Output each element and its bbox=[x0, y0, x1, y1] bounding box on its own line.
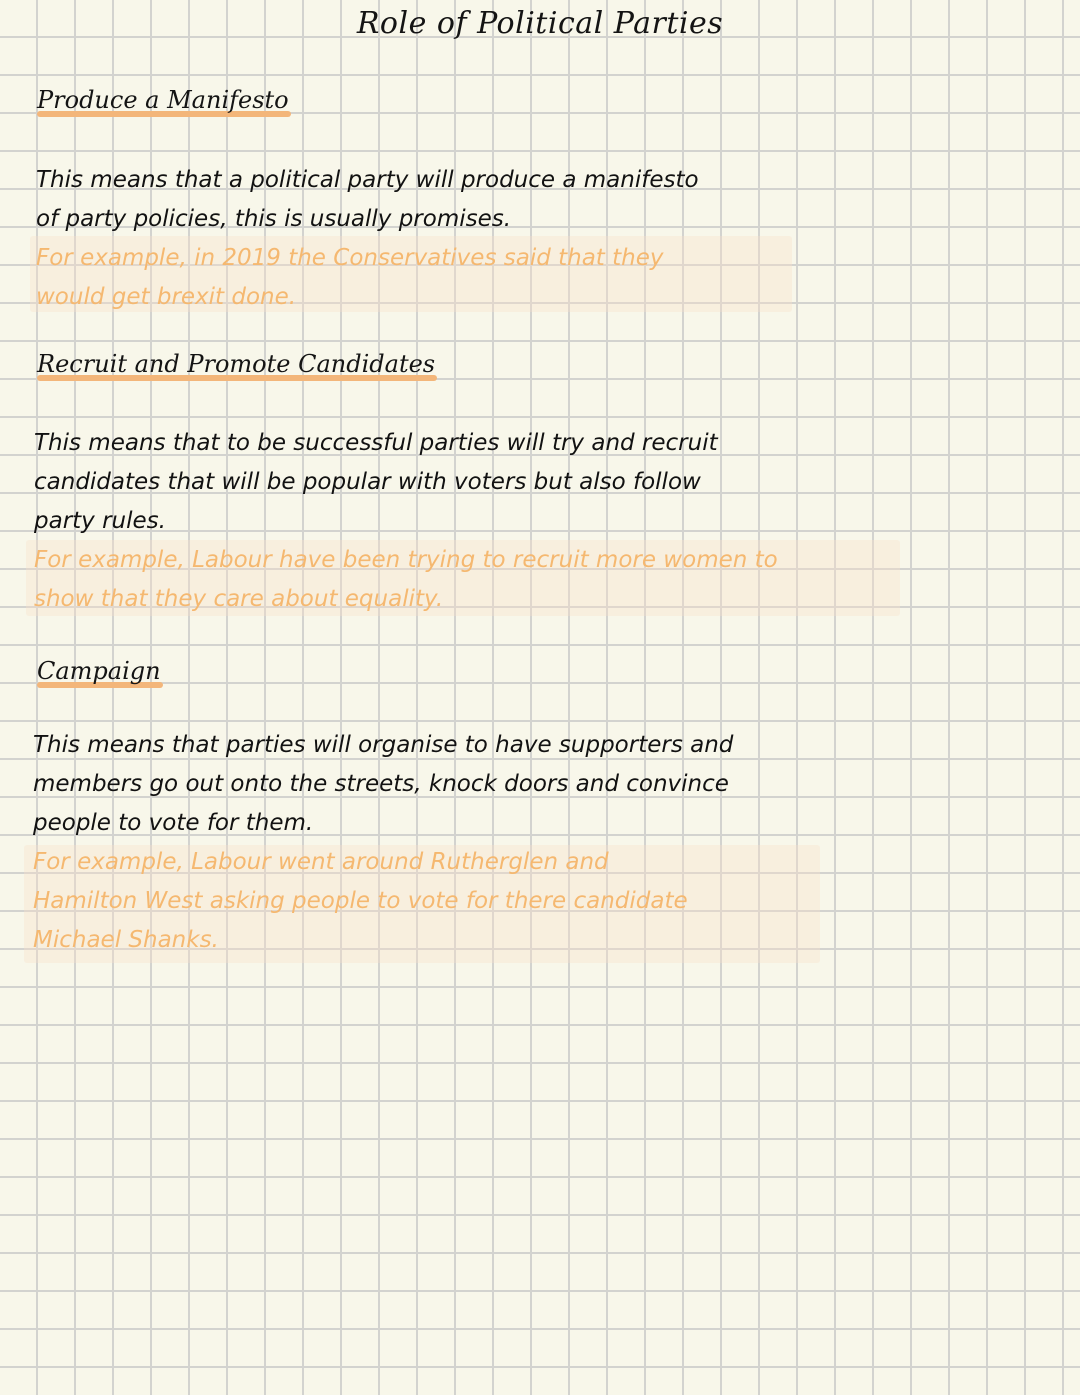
section-example-manifesto bbox=[36, 239, 664, 317]
example-line: Michael Shanks. bbox=[33, 927, 219, 953]
example-line: would get brexit done. bbox=[36, 284, 297, 310]
example-line: For example, Labour went around Rutherglen and bbox=[33, 849, 609, 875]
section-heading-campaign bbox=[37, 657, 161, 685]
section-heading-manifesto bbox=[37, 86, 289, 114]
body-line: This means that parties will organise to have supporters and bbox=[33, 732, 734, 758]
body-line: of party policies, this is usually promises. bbox=[36, 206, 512, 232]
section-body-recruit bbox=[34, 424, 718, 541]
section-heading-text: Recruit and Promote Candidates bbox=[37, 350, 436, 378]
body-line: party rules. bbox=[34, 508, 166, 534]
example-line: Hamilton West asking people to vote for there candidate bbox=[33, 888, 688, 914]
section-example-campaign bbox=[33, 843, 688, 960]
body-line: This means that to be successful parties will try and recruit bbox=[34, 430, 718, 456]
section-heading-recruit bbox=[37, 350, 435, 378]
body-line: This means that a political party will produce a manifesto bbox=[36, 167, 699, 193]
section-body-campaign bbox=[33, 726, 733, 843]
page-title: Role of Political Parties bbox=[356, 6, 724, 41]
section-heading-text: Campaign bbox=[37, 657, 161, 685]
body-line: members go out onto the streets, knock doors and convince bbox=[33, 771, 729, 797]
section-body-manifesto bbox=[36, 161, 699, 239]
example-line: show that they care about equality. bbox=[34, 586, 444, 612]
section-example-recruit bbox=[34, 541, 778, 619]
body-line: people to vote for them. bbox=[33, 810, 314, 836]
example-line: For example, in 2019 the Conservatives said that they bbox=[36, 245, 664, 271]
body-line: candidates that will be popular with voters but also follow bbox=[34, 469, 701, 495]
section-heading-text: Produce a Manifesto bbox=[37, 86, 289, 114]
example-line: For example, Labour have been trying to recruit more women to bbox=[34, 547, 778, 573]
